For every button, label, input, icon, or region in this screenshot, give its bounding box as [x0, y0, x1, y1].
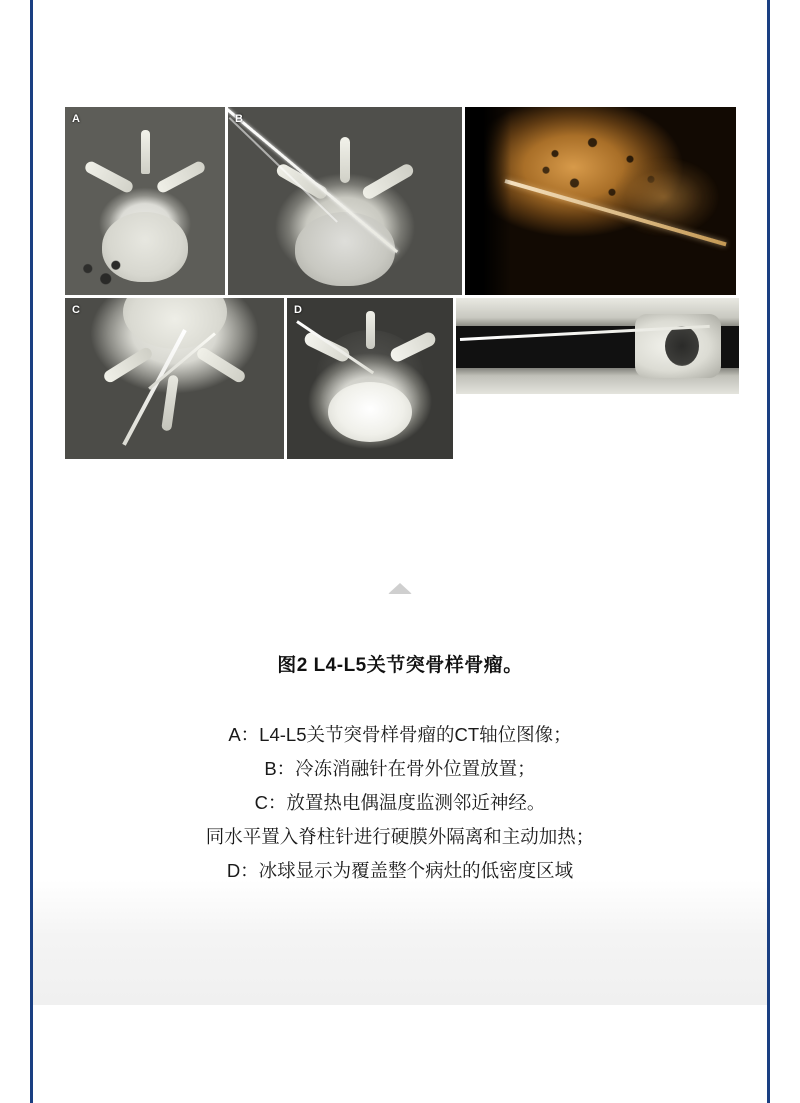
panel-c-label: C [72, 304, 81, 316]
caption-line-d: D：冰球显示为覆盖整个病灶的低密度区域 [226, 860, 574, 881]
panel-a-spinous-process [141, 130, 150, 174]
panel-d-vertebral-body [328, 382, 412, 442]
panel-b-vertebral-body [295, 212, 395, 286]
figure-panel-3d-volume-rendering[interactable] [465, 107, 736, 295]
figure-panel-sagittal[interactable] [456, 298, 739, 394]
card-bottom-fade [33, 880, 767, 1005]
panel-3d-dark-margin [465, 107, 511, 295]
figure-caption-body [33, 718, 767, 888]
figure-panel-b[interactable] [228, 107, 462, 295]
figure-row-bottom [65, 298, 739, 459]
panel-3d-needle-artifact-spray [616, 153, 736, 263]
figure-panel-d[interactable] [287, 298, 453, 459]
figure-caption-title: 图2 L4-L5关节突骨样骨瘤。 [277, 655, 523, 676]
caption-line-c: C：放置热电偶温度监测邻近神经。 [254, 792, 546, 813]
caption-line-b: B：冷冻消融针在骨外位置放置； [264, 758, 536, 779]
panel-a-soft-tissue [71, 255, 127, 289]
article-card [33, 0, 767, 1005]
panel-d-label: D [294, 304, 303, 316]
panel-d-spinous-process [366, 311, 375, 349]
figure-panel-c[interactable] [65, 298, 284, 459]
panel-b-spinous-process [340, 137, 350, 183]
panel-a-label: A [72, 113, 81, 125]
collapse-arrow-icon[interactable] [388, 583, 412, 594]
panel-sagittal-lesion [665, 326, 699, 366]
figure-panel-a[interactable] [65, 107, 225, 295]
right-blue-rail [767, 0, 770, 1103]
panel-b-label: B [235, 113, 244, 125]
figure-image-grid[interactable] [65, 107, 739, 459]
caption-line-a: A：L4-L5关节突骨样骨瘤的CT轴位图像； [228, 724, 572, 745]
caption-line-c2: 同水平置入脊柱针进行硬膜外隔离和主动加热； [205, 826, 595, 847]
figure-row-top [65, 107, 739, 295]
